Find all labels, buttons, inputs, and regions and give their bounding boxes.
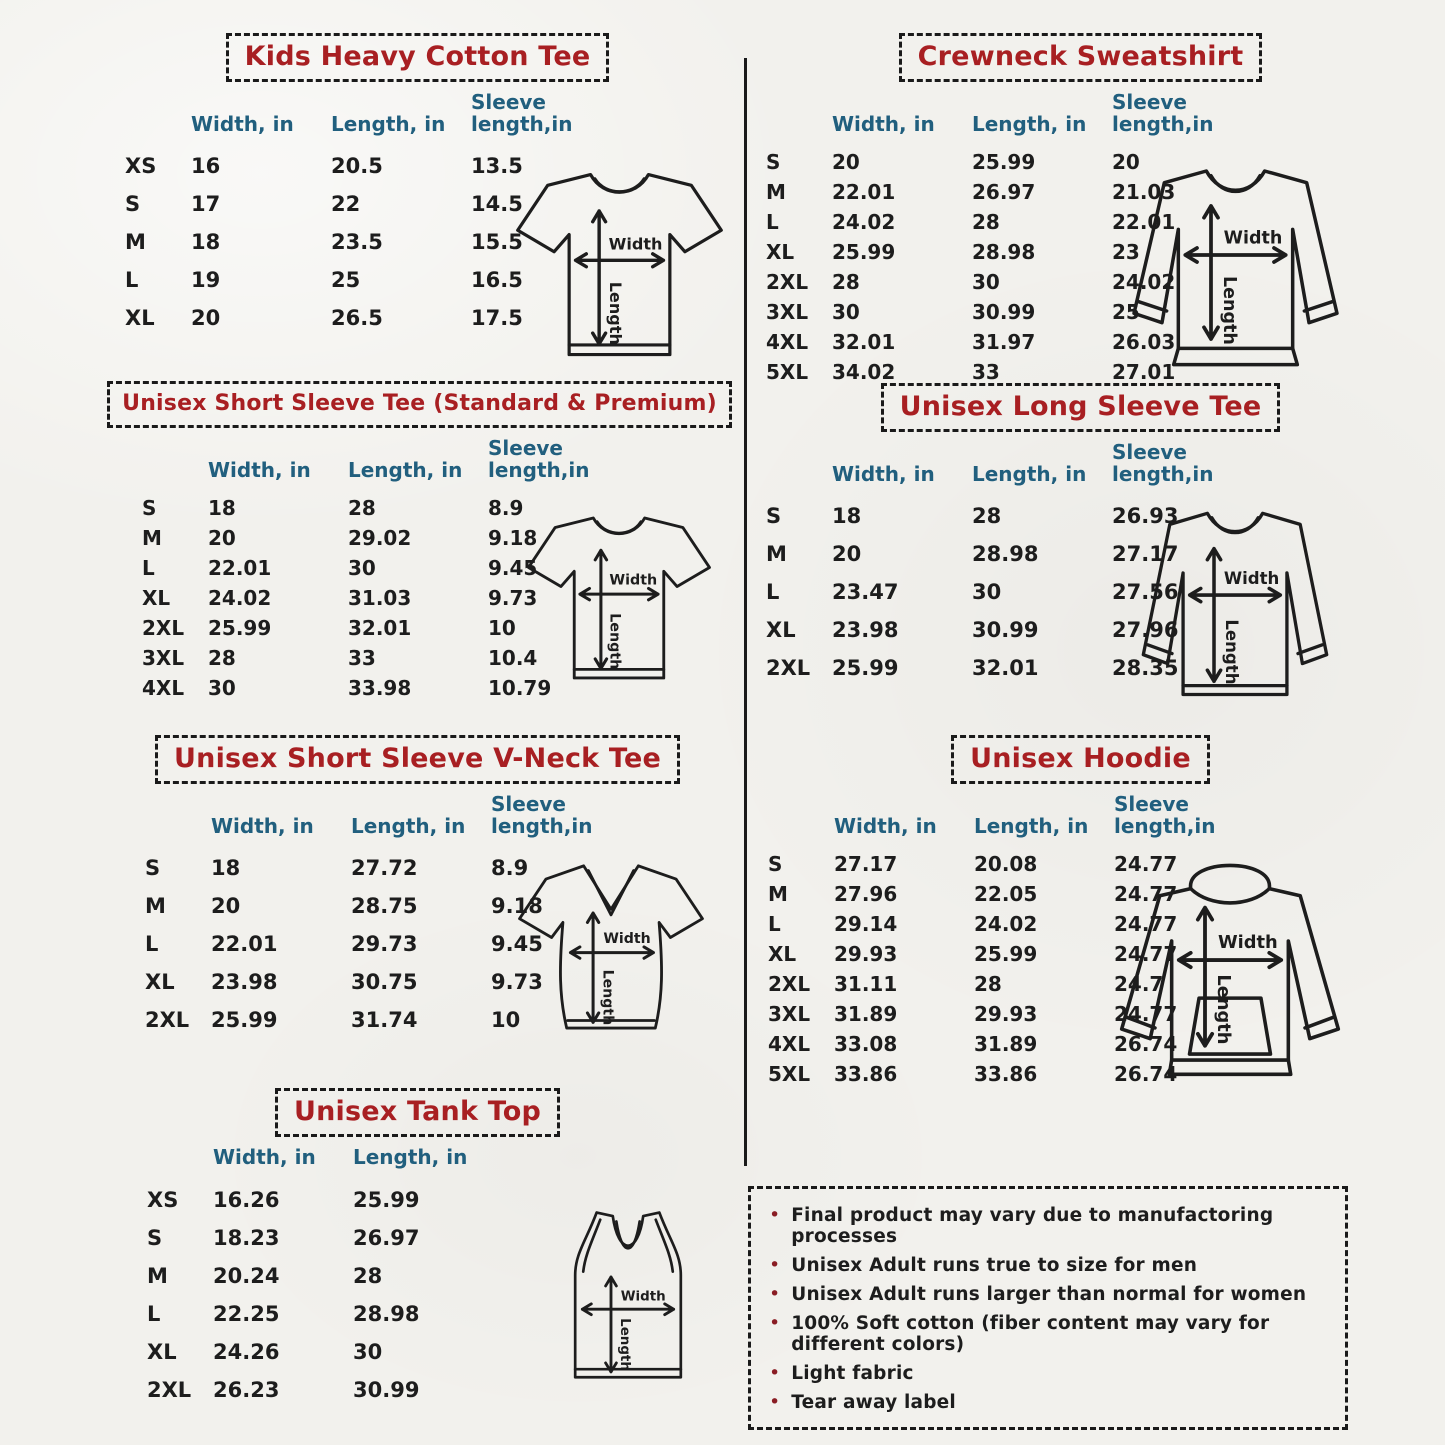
width-label: Width — [609, 572, 658, 589]
measurement-value: 25.99 — [208, 616, 272, 641]
measurement-value: 17 — [191, 192, 221, 217]
measurement-value: 30.99 — [353, 1377, 420, 1402]
note-item — [769, 1309, 1327, 1359]
measurement-value: 9.18 — [488, 526, 538, 551]
panel-title-wrap — [95, 1088, 740, 1137]
measurement-value: 26.23 — [213, 1377, 280, 1402]
measurement-value: 24.77 — [1114, 1002, 1178, 1027]
measurement-value: 24.77 — [1114, 942, 1178, 967]
size-table-body — [147, 1181, 493, 1409]
measurement-value: 29.02 — [348, 526, 412, 551]
measurement-value: 9.18 — [491, 894, 543, 919]
measurement-value: 30 — [832, 300, 860, 325]
column-header: Sleeve length,in — [491, 792, 593, 838]
note-text: 100% Soft cotton (fiber content may vary for different colors) — [791, 1313, 1270, 1355]
size-label: XS — [125, 154, 157, 179]
column-header: Sleeve length,in — [1114, 792, 1216, 838]
width-label: Width — [1217, 932, 1278, 954]
note-text: Unisex Adult runs true to size for men — [791, 1255, 1198, 1276]
column-header: Width, in — [213, 1145, 316, 1169]
vneck-illustration — [512, 847, 710, 1045]
column-header: Width, in — [208, 457, 311, 482]
size-row — [147, 1257, 493, 1295]
crewneck-illustration — [1113, 143, 1358, 388]
size-label: S — [125, 192, 141, 217]
width-label: Width — [608, 234, 663, 254]
measurement-value: 33 — [972, 360, 1000, 385]
size-label: M — [768, 882, 788, 907]
measurement-value: 24.02 — [1112, 270, 1176, 295]
measurement-value: 31.11 — [834, 972, 898, 997]
measurement-value: 18 — [832, 504, 862, 529]
size-label: XL — [147, 1339, 177, 1364]
bullet-icon: • — [769, 1312, 781, 1334]
measurement-value: 16.26 — [213, 1187, 280, 1212]
measurement-value: 27.01 — [1112, 360, 1176, 385]
measurement-value: 23.47 — [832, 580, 899, 605]
measurement-value: 24.77 — [1114, 852, 1178, 877]
measurement-value: 29.73 — [351, 932, 418, 957]
measurement-value: 33.98 — [348, 676, 412, 701]
measurement-value: 28 — [972, 504, 1002, 529]
note-text: Light fabric — [791, 1363, 914, 1384]
size-row — [147, 1219, 493, 1257]
panel-unisex-tank-top — [95, 1088, 740, 1409]
measurement-value: 14.5 — [471, 192, 523, 217]
size-label: 3XL — [142, 646, 185, 671]
size-label: XL — [145, 970, 175, 995]
header-row — [142, 436, 606, 493]
measurement-value: 25.99 — [972, 150, 1036, 175]
size-label: 2XL — [766, 656, 811, 681]
panel-kids-heavy-cotton-tee — [95, 33, 740, 345]
measurement-value: 22.25 — [213, 1301, 280, 1326]
measurement-value: 31.97 — [972, 330, 1036, 355]
size-label: S — [147, 1225, 163, 1250]
measurement-value: 27.17 — [1112, 542, 1179, 567]
column-header: Width, in — [832, 111, 935, 136]
size-row — [147, 1181, 493, 1219]
measurement-value: 31.03 — [348, 586, 412, 611]
measurement-value: 29.14 — [834, 912, 898, 937]
measurement-value: 24.77 — [1114, 882, 1178, 907]
size-row — [147, 1371, 493, 1409]
bullet-icon: • — [769, 1204, 781, 1226]
length-label: Length — [1222, 619, 1242, 685]
size-table-head — [125, 90, 589, 147]
size-label: 2XL — [768, 972, 811, 997]
measurement-value: 30 — [972, 270, 1000, 295]
note-item — [769, 1280, 1327, 1309]
panel-title-wrap — [758, 383, 1403, 432]
measurement-value: 27.96 — [834, 882, 898, 907]
measurement-value: 22.01 — [211, 932, 278, 957]
size-label: 4XL — [766, 330, 809, 355]
measurement-value: 20 — [211, 894, 241, 919]
product-notes-list — [769, 1201, 1327, 1417]
size-label: 4XL — [768, 1032, 811, 1057]
tshirt-illustration — [507, 151, 732, 376]
column-header: Sleeve length,in — [471, 90, 573, 136]
measurement-value: 20.08 — [974, 852, 1038, 877]
measurement-value: 21.03 — [1112, 180, 1176, 205]
header-row — [766, 90, 1230, 147]
size-column-spacer — [147, 1145, 213, 1181]
header-row — [125, 90, 589, 147]
size-label: XL — [125, 306, 155, 331]
measurement-value: 28.98 — [972, 240, 1036, 265]
bullet-icon: • — [769, 1254, 781, 1276]
note-text: Final product may vary due to manufactoring processes — [791, 1205, 1274, 1247]
size-label: M — [766, 542, 787, 567]
measurement-value: 30 — [348, 556, 376, 581]
size-table-head — [147, 1145, 493, 1181]
size-column-spacer — [768, 792, 834, 849]
column-header: Length, in — [972, 461, 1087, 486]
column-header: Sleeve length,in — [1112, 90, 1214, 136]
measurement-value: 23 — [1112, 240, 1140, 265]
product-notes-box — [748, 1186, 1348, 1430]
size-label: 5XL — [768, 1062, 811, 1087]
measurement-value: 26.93 — [1112, 504, 1179, 529]
measurement-value: 15.5 — [471, 230, 523, 255]
measurement-value: 27.72 — [351, 856, 418, 881]
panel-title: Unisex Long Sleeve Tee — [881, 383, 1281, 432]
size-label: 5XL — [766, 360, 809, 385]
measurement-value: 34.02 — [832, 360, 896, 385]
measurement-value: 30.99 — [972, 300, 1036, 325]
width-label: Width — [603, 931, 651, 948]
measurement-value: 28 — [353, 1263, 383, 1288]
measurement-value: 28 — [348, 496, 376, 521]
garment-illustration — [1113, 143, 1358, 388]
length-label: Length — [605, 281, 625, 345]
note-text: Unisex Adult runs larger than normal for women — [791, 1284, 1307, 1305]
panel-title: Crewneck Sweatshirt — [899, 33, 1263, 82]
panel-title: Unisex Hoodie — [951, 735, 1210, 784]
size-column-spacer — [125, 90, 191, 147]
panel-title: Kids Heavy Cotton Tee — [226, 33, 610, 82]
size-label: 2XL — [147, 1377, 192, 1402]
panel-unisex-v-neck-tee — [95, 735, 740, 1039]
tank-illustration — [534, 1200, 722, 1388]
measurement-value: 18.23 — [213, 1225, 280, 1250]
measurement-value: 29.93 — [834, 942, 898, 967]
measurement-value: 26.97 — [972, 180, 1036, 205]
measurement-value: 20 — [208, 526, 236, 551]
column-header: Width, in — [211, 813, 314, 838]
measurement-value: 30.99 — [972, 618, 1039, 643]
size-label: XL — [766, 240, 795, 265]
size-label: M — [145, 894, 166, 919]
measurement-value: 29.93 — [974, 1002, 1038, 1027]
size-label: L — [142, 556, 155, 581]
panel-crewneck-sweatshirt — [758, 33, 1403, 387]
bullet-icon: • — [769, 1362, 781, 1384]
size-label: 4XL — [142, 676, 185, 701]
column-header: Width, in — [832, 461, 935, 486]
size-label: S — [766, 504, 782, 529]
size-label: XS — [147, 1187, 179, 1212]
measurement-value: 33.08 — [834, 1032, 898, 1057]
measurement-value: 30 — [353, 1339, 383, 1364]
measurement-value: 9.45 — [488, 556, 538, 581]
measurement-value: 8.9 — [491, 856, 529, 881]
size-table — [147, 1145, 493, 1409]
measurement-value: 22.01 — [208, 556, 272, 581]
size-label: 2XL — [142, 616, 185, 641]
column-header: Width, in — [191, 111, 294, 136]
size-label: 3XL — [768, 1002, 811, 1027]
panel-title-wrap — [758, 33, 1403, 82]
size-label: XL — [766, 618, 796, 643]
panel-title: Unisex Tank Top — [275, 1088, 560, 1137]
panel-unisex-hoodie — [758, 735, 1403, 1089]
size-label: M — [147, 1263, 168, 1288]
measurement-value: 31.74 — [351, 1008, 418, 1033]
measurement-value: 28 — [832, 270, 860, 295]
size-label: S — [766, 150, 781, 175]
measurement-value: 32.01 — [972, 656, 1039, 681]
width-label: Width — [1223, 569, 1280, 589]
column-header: Length, in — [351, 813, 466, 838]
measurement-value: 16 — [191, 154, 221, 179]
measurement-value: 31.89 — [974, 1032, 1038, 1057]
size-column-spacer — [145, 792, 211, 849]
measurement-value: 19 — [191, 268, 221, 293]
column-header: Length, in — [974, 813, 1089, 838]
size-label: 3XL — [766, 300, 809, 325]
size-table-head — [766, 90, 1230, 147]
measurement-value: 28 — [974, 972, 1002, 997]
garment-illustration — [519, 497, 719, 697]
note-item — [769, 1388, 1327, 1417]
size-table-head — [142, 436, 606, 493]
panel-unisex-short-sleeve-tee — [92, 381, 747, 703]
measurement-value: 30 — [972, 580, 1002, 605]
size-label: M — [766, 180, 786, 205]
size-label: M — [125, 230, 146, 255]
measurement-value: 33.86 — [974, 1062, 1038, 1087]
measurement-value: 20 — [191, 306, 221, 331]
measurement-value: 16.5 — [471, 268, 523, 293]
size-label: M — [142, 526, 162, 551]
panel-title: Unisex Short Sleeve V-Neck Tee — [155, 735, 680, 784]
size-column-spacer — [766, 90, 832, 147]
longsleeve-illustration — [1119, 489, 1351, 721]
measurement-value: 20.5 — [331, 154, 383, 179]
measurement-value: 28.98 — [353, 1301, 420, 1326]
measurement-value: 25 — [1112, 300, 1140, 325]
note-item — [769, 1359, 1327, 1388]
measurement-value: 26.74 — [1114, 1062, 1178, 1087]
garment-illustration — [507, 151, 732, 376]
size-label: S — [768, 852, 783, 877]
measurement-value: 30 — [208, 676, 236, 701]
header-row — [147, 1145, 493, 1181]
size-label: L — [766, 580, 780, 605]
measurement-value: 22 — [331, 192, 361, 217]
hoodie-illustration — [1105, 841, 1355, 1091]
size-column-spacer — [766, 440, 832, 497]
measurement-value: 27.56 — [1112, 580, 1179, 605]
measurement-value: 33.86 — [834, 1062, 898, 1087]
measurement-value: 22.01 — [832, 180, 896, 205]
length-label: Length — [616, 1318, 632, 1371]
measurement-value: 10 — [491, 1008, 521, 1033]
measurement-value: 22.01 — [1112, 210, 1176, 235]
size-label: XL — [768, 942, 797, 967]
measurement-value: 25.99 — [974, 942, 1038, 967]
measurement-value: 23.98 — [211, 970, 278, 995]
measurement-value: 28.35 — [1112, 656, 1179, 681]
tshirt-illustration — [519, 497, 719, 697]
measurement-value: 25.99 — [832, 240, 896, 265]
column-header: Width, in — [834, 813, 937, 838]
measurement-value: 26.03 — [1112, 330, 1176, 355]
measurement-value: 33 — [348, 646, 376, 671]
size-label: S — [142, 496, 157, 521]
measurement-value: 17.5 — [471, 306, 523, 331]
measurement-value: 24.02 — [974, 912, 1038, 937]
panel-title-wrap — [92, 381, 747, 428]
measurement-value: 23.98 — [832, 618, 899, 643]
measurement-value: 25.99 — [211, 1008, 278, 1033]
measurement-value: 27.96 — [1112, 618, 1179, 643]
size-row — [147, 1295, 493, 1333]
size-table-head — [145, 792, 609, 849]
note-item — [769, 1251, 1327, 1280]
width-label: Width — [1223, 228, 1283, 249]
measurement-value: 26.5 — [331, 306, 383, 331]
measurement-value: 10.79 — [488, 676, 552, 701]
measurement-value: 25.99 — [353, 1187, 420, 1212]
measurement-value: 24.02 — [208, 586, 272, 611]
measurement-value: 18 — [208, 496, 236, 521]
size-column-spacer — [142, 436, 208, 493]
measurement-value: 9.73 — [491, 970, 543, 995]
bullet-icon: • — [769, 1391, 781, 1413]
measurement-value: 18 — [191, 230, 221, 255]
measurement-value: 31.89 — [834, 1002, 898, 1027]
garment-illustration — [512, 847, 710, 1045]
length-label: Length — [1213, 974, 1235, 1045]
garment-illustration — [534, 1200, 722, 1388]
column-header: Sleeve length,in — [1112, 440, 1214, 486]
measurement-value: 25.99 — [832, 656, 899, 681]
measurement-value: 10 — [488, 616, 516, 641]
measurement-value: 13.5 — [471, 154, 523, 179]
column-header: Length, in — [353, 1145, 468, 1169]
size-row — [147, 1333, 493, 1371]
panel-title-wrap — [95, 33, 740, 82]
measurement-value: 25 — [331, 268, 361, 293]
note-item — [769, 1201, 1327, 1251]
size-label: S — [145, 856, 161, 881]
measurement-value: 24.7 — [1114, 972, 1164, 997]
size-label: XL — [142, 586, 171, 611]
size-label: L — [766, 210, 779, 235]
measurement-value: 22.05 — [974, 882, 1038, 907]
column-header: Length, in — [972, 111, 1087, 136]
column-header: Sleeve length,in — [488, 436, 590, 482]
measurement-value: 24.02 — [832, 210, 896, 235]
measurement-value: 32.01 — [348, 616, 412, 641]
length-label: Length — [606, 613, 623, 670]
measurement-value: 28.98 — [972, 542, 1039, 567]
measurement-value: 20 — [832, 150, 860, 175]
measurement-value: 18 — [211, 856, 241, 881]
measurement-value: 24.26 — [213, 1339, 280, 1364]
measurement-value: 28 — [972, 210, 1000, 235]
measurement-value: 28.75 — [351, 894, 418, 919]
measurement-value: 9.45 — [491, 932, 543, 957]
size-label: L — [145, 932, 159, 957]
panel-title-wrap — [95, 735, 740, 784]
garment-illustration — [1105, 841, 1355, 1091]
measurement-value: 24.77 — [1114, 912, 1178, 937]
length-label: Length — [1218, 276, 1239, 345]
garment-illustration — [1119, 489, 1351, 721]
note-text: Tear away label — [791, 1392, 956, 1413]
panel-unisex-long-sleeve-tee — [758, 383, 1403, 687]
measurement-value: 28 — [208, 646, 236, 671]
column-header: Length, in — [331, 111, 446, 136]
measurement-value: 9.73 — [488, 586, 538, 611]
measurement-value: 20 — [832, 542, 862, 567]
measurement-value: 10.4 — [488, 646, 538, 671]
measurement-value: 30.75 — [351, 970, 418, 995]
panel-title-wrap — [758, 735, 1403, 784]
size-label: L — [147, 1301, 161, 1326]
measurement-value: 26.74 — [1114, 1032, 1178, 1057]
measurement-value: 26.97 — [353, 1225, 420, 1250]
panel-title: Unisex Short Sleeve Tee (Standard & Premium) — [107, 381, 732, 428]
size-label: 2XL — [145, 1008, 190, 1033]
size-label: L — [768, 912, 781, 937]
column-header: Length, in — [348, 457, 463, 482]
size-label: 2XL — [766, 270, 809, 295]
size-label: L — [125, 268, 139, 293]
measurement-value: 8.9 — [488, 496, 524, 521]
length-label: Length — [599, 969, 616, 1026]
bullet-icon: • — [769, 1283, 781, 1305]
measurement-value: 20 — [1112, 150, 1140, 175]
measurement-value: 23.5 — [331, 230, 383, 255]
measurement-value: 27.17 — [834, 852, 898, 877]
header-row — [145, 792, 609, 849]
measurement-value: 20.24 — [213, 1263, 280, 1288]
width-label: Width — [620, 1289, 666, 1305]
measurement-value: 32.01 — [832, 330, 896, 355]
